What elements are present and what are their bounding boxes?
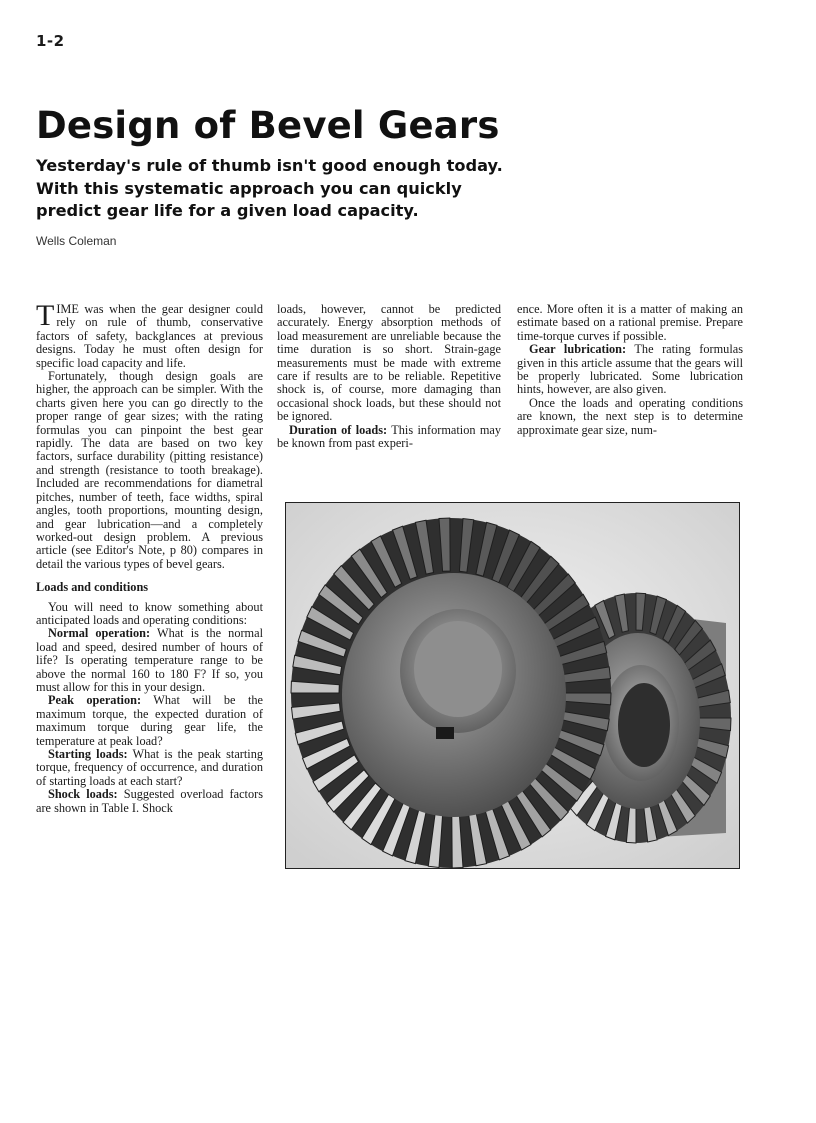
run-in-heading: Duration of loads:: [289, 422, 388, 437]
text-column-2: [277, 303, 501, 450]
paragraph: Fortunately, though design goals are higher, the approach can be simpler. With the charts given here you can go directly to the proper range of gear sizes; with the rating formulas you can pinpoint the best gear rapidly. The data are based on two key factors, surface durability (pitting resistance) and strength (resistance to tooth breakage). Included are recommendations for diametral pitches, number of teeth, face widths, spiral angles, tooth proportions, mounting design, and gear lubrication—and a completely worked-out design problem. A previous article (see Editor's Note, p 80) compares in detail the various types of bevel gears.: [36, 369, 263, 571]
paragraph-starting-loads: Starting loads: What is the peak starting torque, frequency of occurrence, and duration of starting loads at each start?: [36, 747, 264, 788]
drop-cap: T: [36, 299, 55, 332]
run-in-heading: Gear lubrication:: [529, 342, 627, 357]
keyway: [436, 727, 454, 739]
paragraph: ence. More often it is a matter of making an estimate based on a rational premise. Prepare time-torque curves if possible.: [517, 302, 743, 343]
paragraph: You will need to know something about anticipated loads and operating conditions:: [36, 599, 263, 627]
page-number: 1-2: [36, 32, 65, 50]
paragraph-peak-operation: Peak operation: What will be the maximum torque, the expected duration of maximum torque during gear life, the temperature at peak load?: [36, 693, 263, 748]
article-author: Wells Coleman: [36, 234, 117, 248]
paragraph-duration-of-loads: Duration of loads: This information may be known from past experi-: [277, 422, 501, 451]
text-column-3: [517, 303, 743, 437]
paragraph-normal-operation: Normal operation: What is the normal load and speed, desired number of hours of life? Is operating temperature range to be above the normal 160 to 180 F? If so, you must allow for this in your design.: [36, 626, 263, 694]
bevel-gears-photo: [285, 502, 740, 869]
article-title: Design of Bevel Gears: [36, 104, 500, 147]
article-subtitle: Yesterday's rule of thumb isn't good enough today. With this systematic approach you can quickly predict gear life for a given load capacity.: [36, 156, 503, 220]
paragraph-shock-loads: Shock loads: Suggested overload factors are shown in Table I. Shock: [36, 787, 263, 815]
gear-illustration: [286, 503, 739, 868]
paragraph: Once the loads and operating conditions are known, the next step is to determine approximate gear size, num-: [517, 395, 743, 437]
section-heading-loads: Loads and conditions: [36, 580, 149, 595]
run-in-heading: Shock loads:: [48, 787, 118, 802]
paragraph-intro: TIME was when the gear designer could rely on rule of thumb, conservative factors of safety, backglances at previous designs. Today he must often design for specific load capacity and life.: [36, 299, 263, 370]
text-column-1: [36, 299, 264, 815]
paragraph: loads, however, cannot be predicted accurately. Energy absorption methods of load measurement are unreliable because the time duration is so short. Strain-gage measurements must be made with extreme care if results are to be reliable. Repetitive shock is, of course, more damaging than occasional shock loads, but these should not be ignored.: [277, 302, 501, 424]
run-in-heading: Peak operation:: [48, 693, 142, 708]
paragraph-gear-lubrication: Gear lubrication: The rating formulas given in this article assume that the gears will be properly lubricated. Some lubrication hints, however, are also given.: [517, 342, 743, 397]
ring-gear: [291, 518, 611, 868]
run-in-heading: Normal operation:: [48, 626, 151, 641]
run-in-heading: Starting loads:: [48, 747, 128, 761]
